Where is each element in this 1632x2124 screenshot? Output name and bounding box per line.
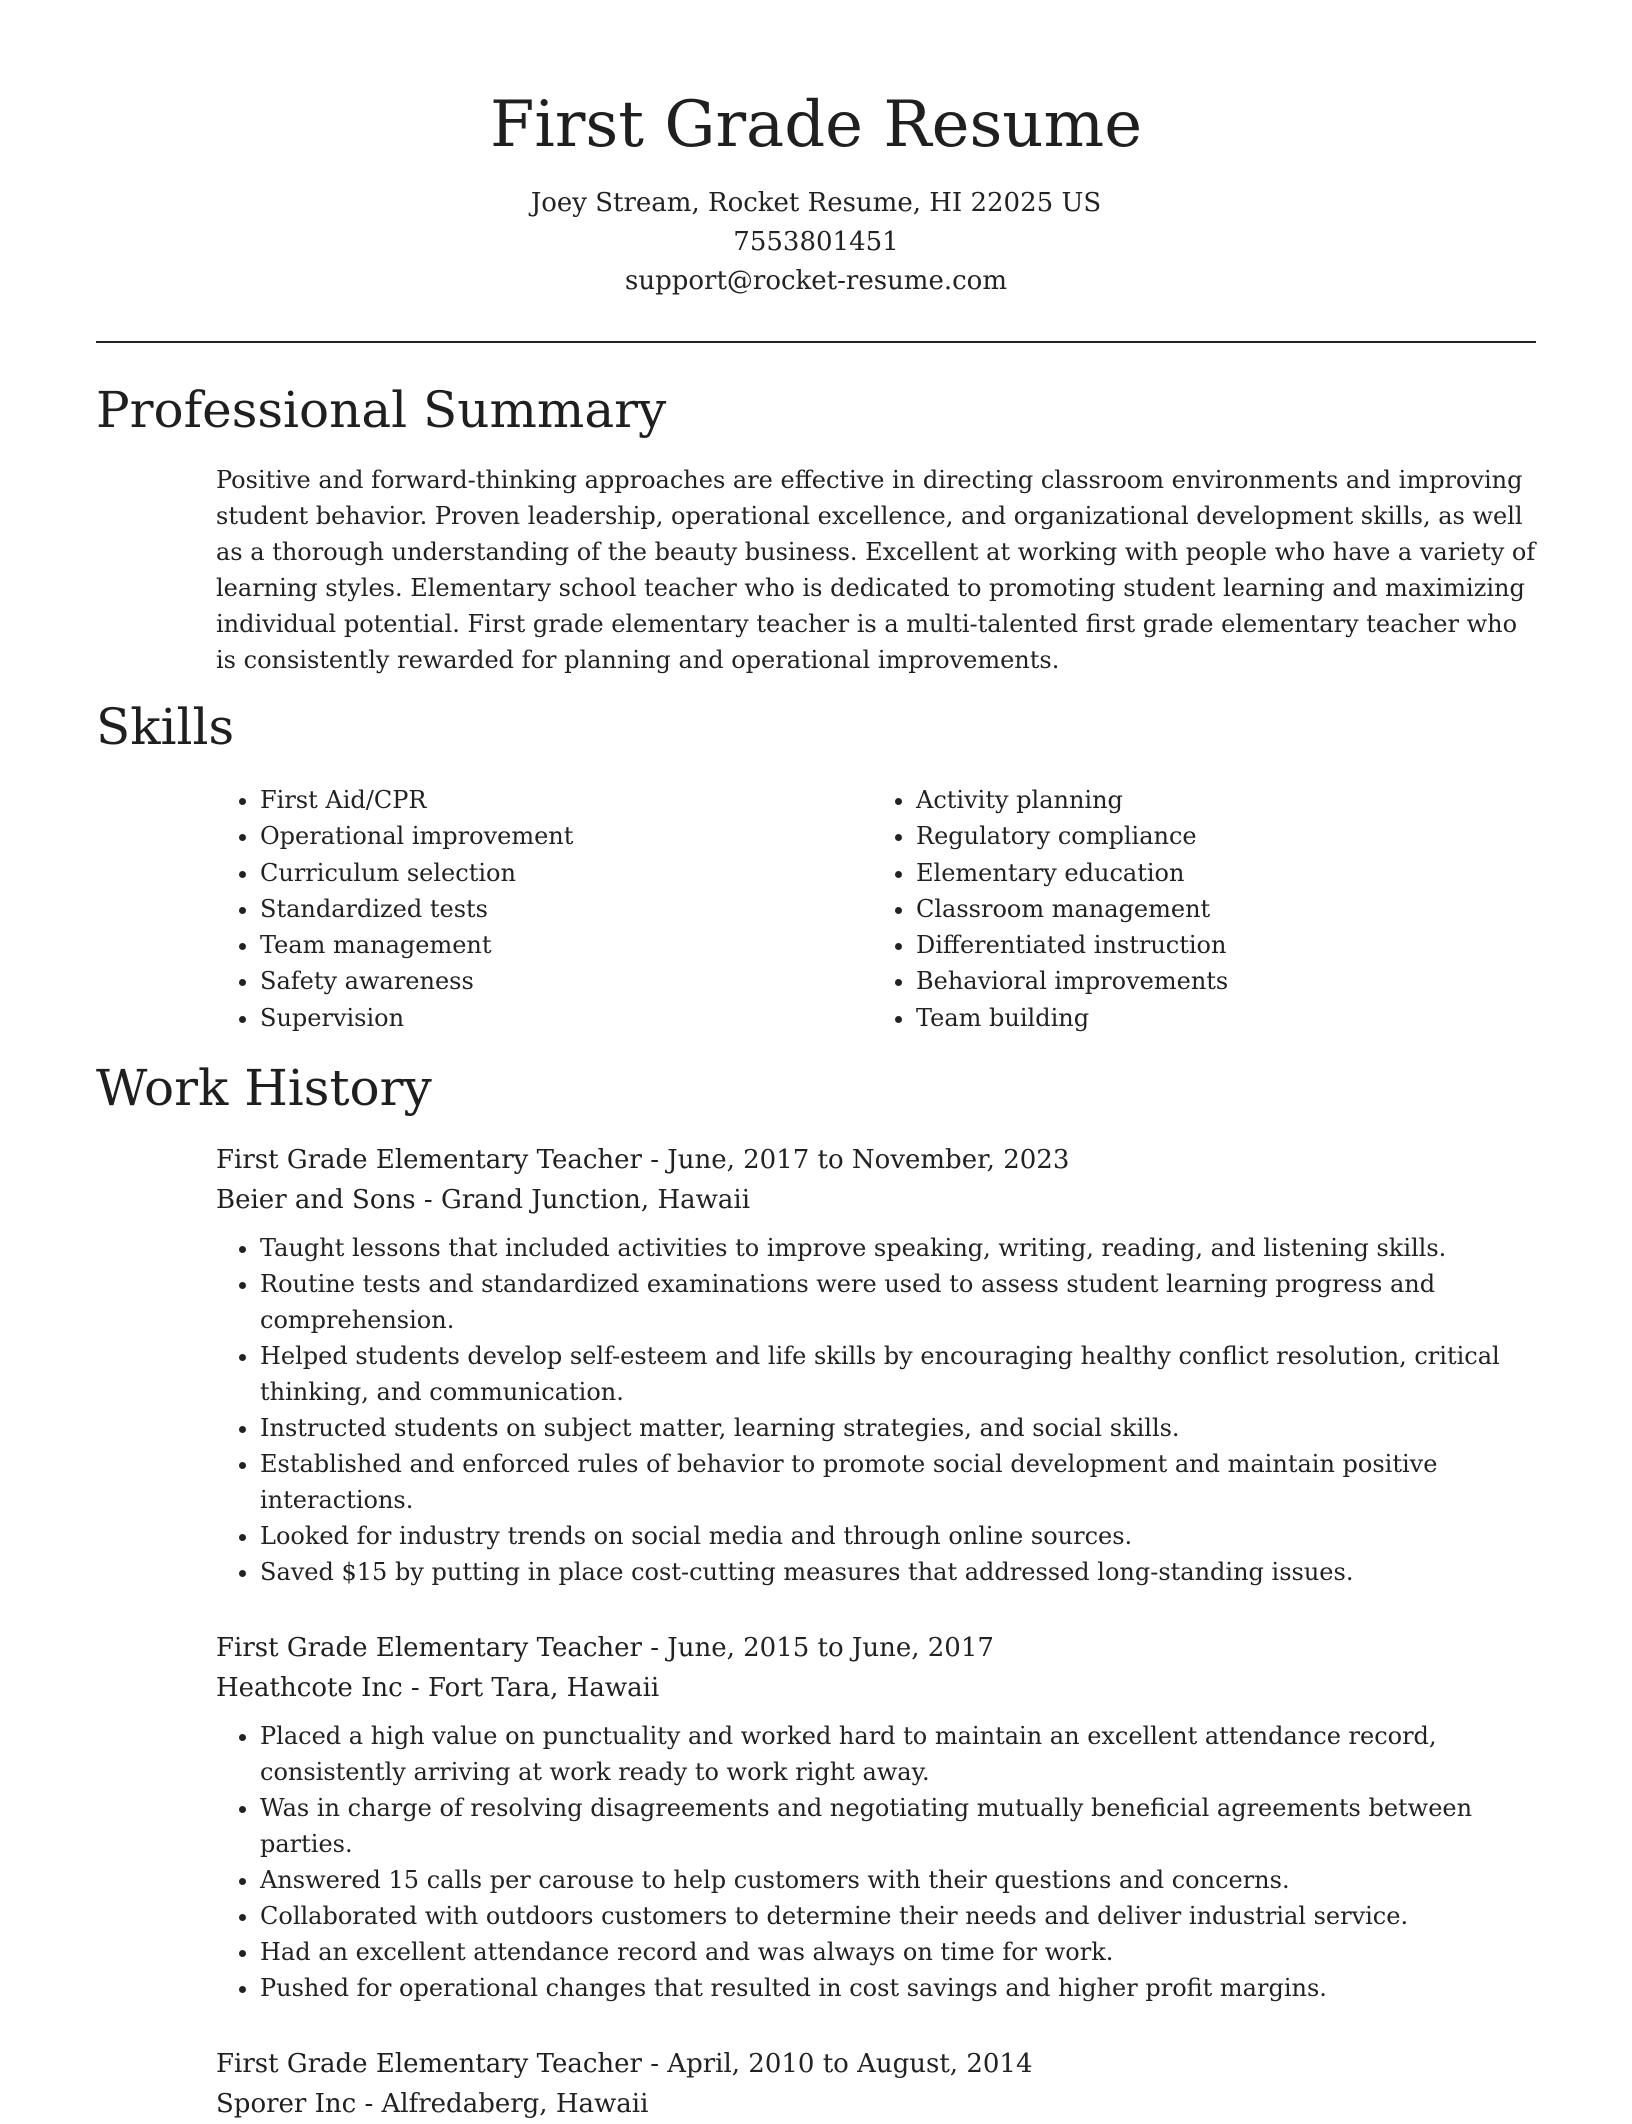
job-title-line: First Grade Elementary Teacher - April, 2010 to August, 2014	[216, 2049, 1033, 2079]
skills-list	[216, 782, 1536, 1036]
job-bullet: • Routine tests and standardized examinations were used to assess student learning progress and comprehension.	[260, 1266, 1536, 1338]
job-dates: June, 2017 to November, 2023	[667, 1145, 1070, 1175]
summary-text: Positive and forward-thinking approaches are effective in directing classroom environments and improving student behavior. Proven leadership, operational excellence, and organizational development skills, as well as a thorough understanding of the beauty business. Excellent at working with people who have a variety of learning styles. Elementary school teacher who is dedicated to promoting student learning and maximizing individual potential. First grade elementary teacher is a multi-talented first grade elementary teacher who is consistently rewarded for planning and operational improvements.	[216, 466, 1536, 674]
job-bullets	[216, 1718, 1536, 2006]
job-bullet: • Looked for industry trends on social media and through online sources.	[260, 1518, 1536, 1554]
job-bullet: • Collaborated with outdoors customers to determine their needs and deliver industrial service.	[260, 1898, 1536, 1934]
skill-item: • First Aid/CPR	[260, 782, 866, 818]
job-entry-2	[216, 1628, 1536, 2006]
job-title: First Grade Elementary Teacher	[216, 2049, 642, 2079]
job-title-line: First Grade Elementary Teacher - June, 2017 to November, 2023	[216, 1145, 1070, 1175]
contact-phone: 7553801451	[733, 227, 899, 257]
job-bullet: • Pushed for operational changes that resulted in cost savings and higher profit margins.	[260, 1970, 1536, 2006]
job-company-line: Sporer Inc - Alfredaberg, Hawaii	[216, 2089, 649, 2119]
job-entry-1	[216, 1140, 1536, 1590]
skill-item: • Standardized tests	[260, 891, 866, 927]
contact-address: Joey Stream, Rocket Resume, HI 22025 US	[530, 188, 1102, 218]
resume-title: First Grade Resume	[489, 88, 1143, 162]
skill-item: • Curriculum selection	[260, 855, 866, 891]
skill-item: • Team management	[260, 927, 866, 963]
job-bullet: • Taught lessons that included activities to improve speaking, writing, reading, and listening skills.	[260, 1230, 1536, 1266]
job-bullets	[216, 1230, 1536, 1590]
job-location: Alfredaberg, Hawaii	[381, 2089, 649, 2119]
job-bullet: • Helped students develop self-esteem and life skills by encouraging healthy conflict resolution, critical thinking, and communication.	[260, 1338, 1536, 1410]
skill-item: • Elementary education	[916, 855, 1522, 891]
header-divider	[96, 341, 1536, 343]
resume-header	[0, 80, 1632, 301]
skill-item: • Behavioral improvements	[916, 963, 1522, 999]
job-title-line: First Grade Elementary Teacher - June, 2015 to June, 2017	[216, 1633, 994, 1663]
job-bullet: • Instructed students on subject matter, learning strategies, and social skills.	[260, 1410, 1536, 1446]
job-bullet: • Established and enforced rules of behavior to promote social development and maintain positive interactions.	[260, 1446, 1536, 1518]
summary-heading: Professional Summary	[96, 381, 667, 439]
skill-item: • Activity planning	[916, 782, 1522, 818]
skill-item: • Classroom management	[916, 891, 1522, 927]
job-bullet: • Was in charge of resolving disagreements and negotiating mutually beneficial agreements between parties.	[260, 1790, 1536, 1862]
job-title: First Grade Elementary Teacher	[216, 1633, 642, 1663]
job-location: Fort Tara, Hawaii	[427, 1673, 660, 1703]
job-location: Grand Junction, Hawaii	[440, 1185, 751, 1215]
skill-item: • Operational improvement	[260, 818, 866, 854]
job-company-line: Beier and Sons - Grand Junction, Hawaii	[216, 1185, 751, 1215]
job-company: Beier and Sons	[216, 1185, 416, 1215]
skills-column-1	[216, 782, 866, 1036]
contact-email: support@rocket-resume.com	[624, 266, 1007, 296]
work-history-heading: Work History	[96, 1059, 432, 1117]
skill-item: • Differentiated instruction	[916, 927, 1522, 963]
skill-item: • Safety awareness	[260, 963, 866, 999]
job-bullet: • Had an excellent attendance record and was always on time for work.	[260, 1934, 1536, 1970]
job-company: Sporer Inc	[216, 2089, 357, 2119]
skills-column-2	[866, 782, 1522, 1036]
job-entry-3	[216, 2044, 1536, 2124]
skill-item: • Supervision	[260, 1000, 866, 1036]
contact-block	[0, 184, 1632, 301]
skills-heading: Skills	[96, 698, 235, 756]
job-dates: April, 2010 to August, 2014	[667, 2049, 1033, 2079]
job-bullet: • Placed a high value on punctuality and worked hard to maintain an excellent attendance record, consistently arriving at work ready to work right away.	[260, 1718, 1536, 1790]
job-company-line: Heathcote Inc - Fort Tara, Hawaii	[216, 1673, 660, 1703]
skill-item: • Team building	[916, 1000, 1522, 1036]
job-bullet: • Answered 15 calls per carouse to help customers with their questions and concerns.	[260, 1862, 1536, 1898]
job-company: Heathcote Inc	[216, 1673, 403, 1703]
skill-item: • Regulatory compliance	[916, 818, 1522, 854]
job-title: First Grade Elementary Teacher	[216, 1145, 642, 1175]
job-bullet: • Saved $15 by putting in place cost-cutting measures that addressed long-standing issues.	[260, 1554, 1536, 1590]
job-dates: June, 2015 to June, 2017	[667, 1633, 994, 1663]
